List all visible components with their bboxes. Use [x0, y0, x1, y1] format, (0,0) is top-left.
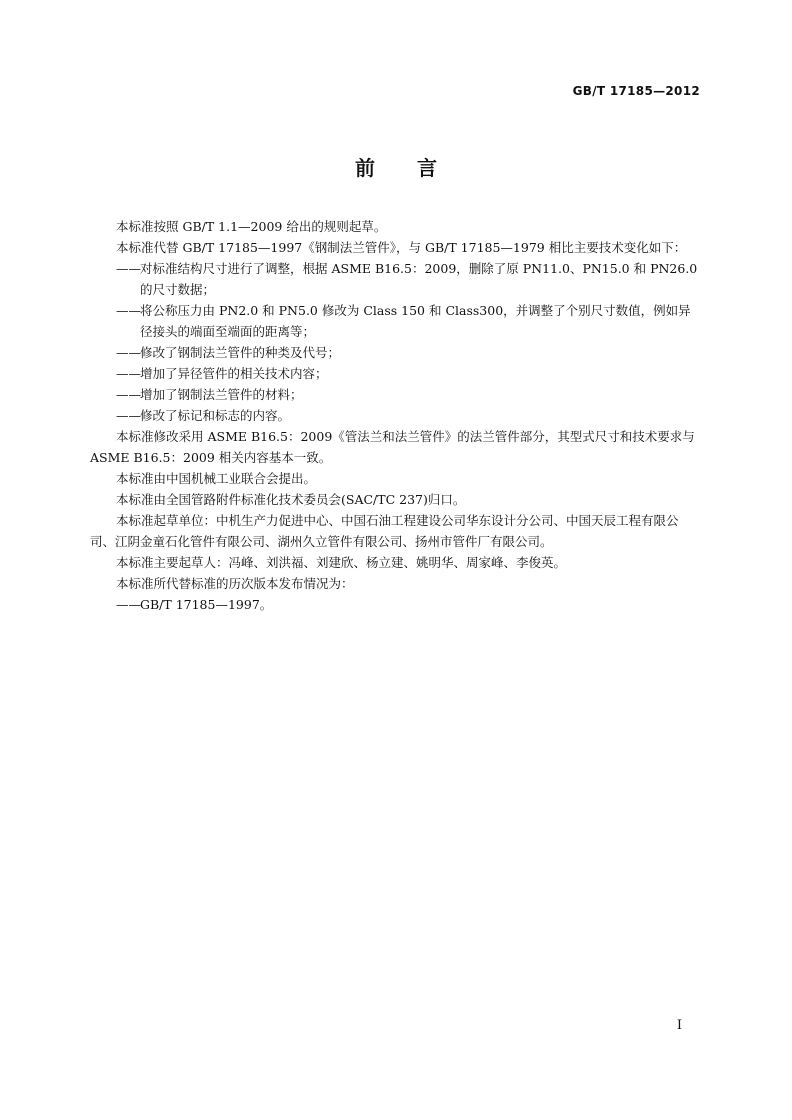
- dash-marker: ——: [116, 408, 141, 423]
- change-item-text: 对标准结构尺寸进行了调整，根据 ASME B16.5：2009，删除了原 PN11.0、PN15.0 和 PN26.0 的尺寸数据；: [140, 261, 698, 297]
- paragraph-replacement: 本标准代替 GB/T 17185—1997《钢制法兰管件》，与 GB/T 17185—1979 相比主要技术变化如下：: [116, 240, 687, 255]
- paragraph-committee: 本标准由全国管路附件标准化技术委员会(SAC/TC 237)归口。: [116, 492, 466, 507]
- dash-marker: ——: [116, 345, 141, 360]
- foreword-body: [90, 216, 702, 615]
- paragraph-drafting-units: 本标准起草单位：中机生产力促进中心、中国石油工程建设公司华东设计分公司、中国天辰工程有限公司、江阴金童石化管件有限公司、湖州久立管件有限公司、扬州市管件厂有限公司。: [90, 513, 679, 549]
- history-item-text: GB/T 17185—1997。: [140, 597, 273, 612]
- paragraph-proposer: 本标准由中国机械工业联合会提出。: [116, 471, 317, 486]
- paragraph-drafting-rules: 本标准按照 GB/T 1.1—2009 给出的规则起草。: [116, 219, 387, 234]
- change-item: [90, 300, 702, 342]
- change-item: [90, 405, 702, 426]
- change-item: [90, 363, 702, 384]
- history-item: [90, 594, 702, 615]
- change-item: [90, 258, 702, 300]
- change-item-text: 将公称压力由 PN2.0 和 PN5.0 修改为 Class 150 和 Class300，并调整了个别尺寸数值，例如异径接头的端面至端面的距离等；: [140, 303, 691, 339]
- dash-marker: ——: [116, 261, 141, 276]
- change-item: [90, 384, 702, 405]
- change-item: [90, 342, 702, 363]
- change-item-text: 增加了钢制法兰管件的材料；: [140, 387, 303, 402]
- change-item-text: 增加了异径管件的相关技术内容；: [140, 366, 328, 381]
- paragraph-drafters: 本标准主要起草人：冯峰、刘洪福、刘建欣、杨立建、姚明华、周家峰、李俊英。: [116, 555, 567, 570]
- dash-marker: ——: [116, 303, 141, 318]
- page-number: I: [676, 1018, 682, 1033]
- dash-marker: ——: [116, 387, 141, 402]
- dash-marker: ——: [116, 366, 141, 381]
- change-item-text: 修改了标记和标志的内容。: [140, 408, 291, 423]
- paragraph-adoption: 本标准修改采用 ASME B16.5：2009《管法兰和法兰管件》的法兰管件部分，其型式尺寸和技术要求与 ASME B16.5：2009 相关内容基本一致。: [90, 429, 695, 465]
- paragraph-history-intro: 本标准所代替标准的历次版本发布情况为：: [116, 576, 354, 591]
- change-item-text: 修改了钢制法兰管件的种类及代号；: [140, 345, 341, 360]
- dash-marker: ——: [116, 597, 141, 612]
- standard-number: GB/T 17185—2012: [572, 84, 700, 98]
- page-title: 前言: [355, 156, 479, 180]
